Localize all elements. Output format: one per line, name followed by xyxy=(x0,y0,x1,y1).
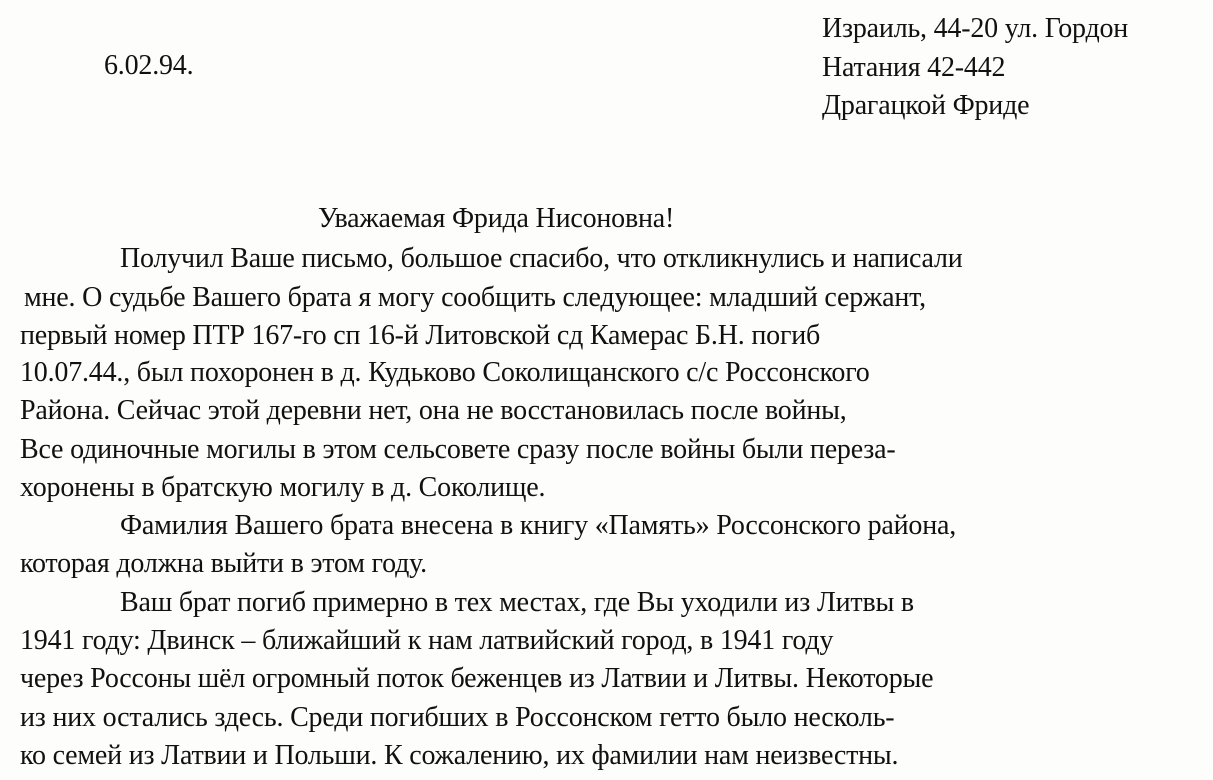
body-line: Все одиночные могилы в этом сельсовете сразу после войны были переза- xyxy=(20,434,896,465)
body-line: хоронены в братскую могилу в д. Соколище. xyxy=(20,472,546,503)
body-line: Фамилия Вашего брата внесена в книгу «Память» Россонского района, xyxy=(120,510,957,541)
body-line: 1941 году: Двинск – ближайший к нам латвийский город, в 1941 году xyxy=(20,625,834,656)
body-line: Получил Ваше письмо, большое спасибо, что откликнулись и написали xyxy=(120,243,963,274)
body-line: ко семей из Латвии и Польши. К сожалению, их фамилии нам неизвестны. xyxy=(20,740,899,771)
body-line: Ваш брат погиб примерно в тех местах, где Вы уходили из Литвы в xyxy=(120,587,914,618)
body-line: 10.07.44., был похоронен в д. Кудьково Соколищанского с/с Россонского xyxy=(20,357,870,388)
letter-date: 6.02.94. xyxy=(104,50,194,81)
salutation: Уважаемая Фрида Нисоновна! xyxy=(318,203,675,234)
address-line-2: Натания 42-442 xyxy=(822,52,1006,83)
body-line: Района. Сейчас этой деревни нет, она не восстановилась после войны, xyxy=(20,395,847,426)
address-line-3: Драгацкой Фриде xyxy=(822,90,1030,121)
body-line: из них остались здесь. Среди погибших в Россонском гетто было несколь- xyxy=(20,702,895,733)
body-line: через Россоны шёл огромный поток беженцев из Латвии и Литвы. Некоторые xyxy=(20,663,934,694)
body-line: которая должна выйти в этом году. xyxy=(20,548,427,579)
address-line-1: Израиль, 44-20 ул. Гордон xyxy=(822,13,1129,44)
body-line: первый номер ПТР 167-го сп 16-й Литовской сд Камерас Б.Н. погиб xyxy=(20,320,821,351)
body-line: мне. О судьбе Вашего брата я могу сообщить следующее: младший сержант, xyxy=(24,282,926,313)
